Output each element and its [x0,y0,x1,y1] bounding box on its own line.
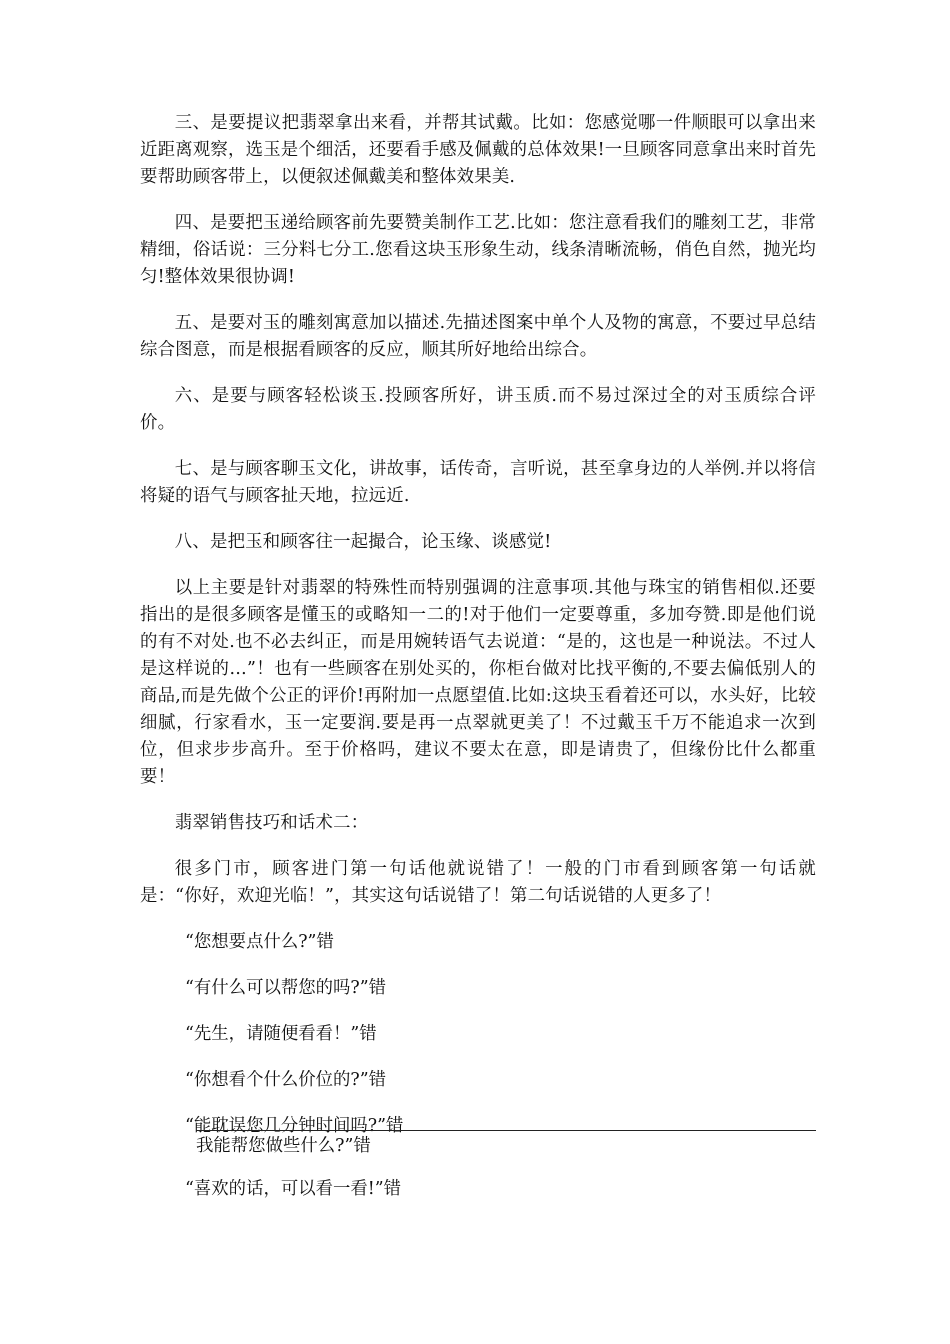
quote-line-6: 我能帮您做些什么?”错 [196,1136,371,1156]
quote-line-1: “您想要点什么?”错 [185,932,334,952]
paragraph-summary: 以上主要是针对翡翠的特殊性而特别强调的注意事项.其他与珠宝的销售相似.还要指出的是很多顾客是懂玉的或略知一二的!对于他们一定要尊重，多加夸赞.即是他们说的有不对处.也不必去纠正，而是用婉转语气去说道：“是的，这也是一种说法。不过人是这样说的…”！也有一些顾客在别处买的，你柜台做对比找平衡的,不要去偏低别人的商品,而是先做个公正的评价!再附加一点愿望值.比如:这块玉看着还可以，水头好，比较细腻，行家看水，玉一定要润.要是再一点翠就更美了！不过戴玉千万不能追求一次到位，但求步步高升。至于价格吗，建议不要太在意，即是请贵了，但缘份比什么都重要！ [140,578,816,787]
quote-line-4: “你想看个什么价位的?”错 [185,1070,387,1090]
quote-line-2: “有什么可以帮您的吗?”错 [185,978,387,998]
quote-line-3: “先生，请随便看看！”错 [185,1024,377,1044]
paragraph-intro: 很多门市，顾客进门第一句话他就说错了！一般的门市看到顾客第一句话就是：“你好，欢迎光临！”，其实这句话说错了！第二句话说错的人更多了！ [140,859,816,906]
horizontal-rule [196,1130,816,1131]
paragraph-7: 七、是与顾客聊玉文化，讲故事，话传奇，言听说，甚至拿身边的人举例.并以将信将疑的语气与顾客扯天地，拉远近. [140,459,816,506]
paragraph-5: 五、是要对玉的雕刻寓意加以描述.先描述图案中单个人及物的寓意，不要过早总结综合图意，而是根据看顾客的反应，顺其所好地给出综合。 [140,313,816,360]
paragraph-3: 三、是要提议把翡翠拿出来看，并帮其试戴。比如：您感觉哪一件顺眼可以拿出来近距离观察，选玉是个细活，还要看手感及佩戴的总体效果!一旦顾客同意拿出来时首先要帮助顾客带上，以便叙述佩戴美和整体效果美. [140,113,816,187]
paragraph-6: 六、是要与顾客轻松谈玉.投顾客所好，讲玉质.而不易过深过全的对玉质综合评价。 [140,386,816,433]
document-body [140,110,816,1159]
section-heading: 翡翠销售技巧和话术二： [174,813,369,833]
quote-line-5: “能耽误您几分钟时间吗?”错 [185,1116,404,1136]
quote-line-7: “喜欢的话，可以看一看!”错 [185,1179,402,1199]
paragraph-4: 四、是要把玉递给顾客前先要赞美制作工艺.比如：您注意看我们的雕刻工艺，非常精细，俗话说：三分料七分工.您看这块玉形象生动，线条清晰流畅，俏色自然，抛光均匀!整体效果很协调! [140,213,816,287]
paragraph-8: 八、是把玉和顾客往一起撮合，论玉缘、谈感觉! [174,532,552,552]
